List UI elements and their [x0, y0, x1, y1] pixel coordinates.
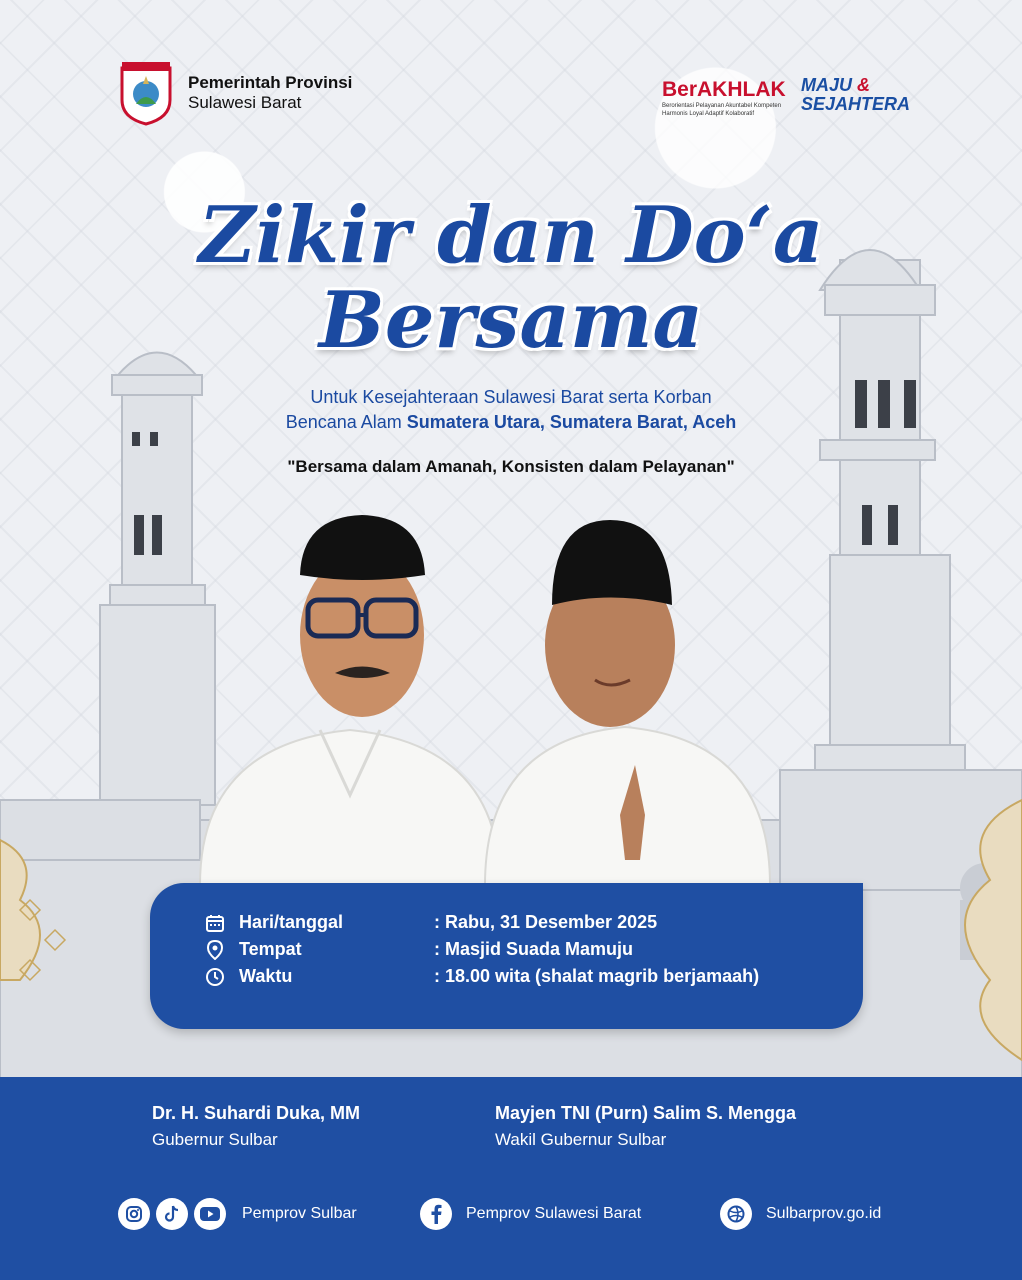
governor-name: Dr. H. Suhardi Duka, MM [152, 1103, 361, 1123]
berakhlak-title: BerAKHLAK [662, 78, 786, 101]
calendar-icon [205, 913, 225, 933]
berakhlak-subtitle-1: Berorientasi Pelayanan Akuntabel Kompeten [662, 103, 782, 109]
governor-role: Gubernur Sulbar [152, 1130, 278, 1149]
header-logo-group [118, 60, 352, 126]
maju-sejahtera-logo [801, 76, 910, 114]
website-url[interactable]: Sulbarprov.go.id [766, 1205, 882, 1222]
motto: "Bersama dalam Amanah, Konsisten dalam Pelayanan" [287, 457, 735, 476]
event-subtitle-line2 [0, 409, 1022, 435]
governor-photo [180, 505, 520, 885]
info-row-place [205, 939, 633, 960]
subtitle-regions: Sumatera Utara, Sumatera Barat, Aceh [406, 412, 737, 432]
governor-block [152, 1103, 360, 1150]
maju-text: MAJU [801, 75, 853, 95]
vice-governor-role: Wakil Gubernur Sulbar [495, 1130, 667, 1149]
vice-governor-photo [480, 515, 780, 885]
vice-governor-name: Mayjen TNI (Purn) Salim S. Mengga [495, 1103, 797, 1123]
info-row-date [205, 912, 657, 933]
berakhlak-logo [662, 78, 797, 118]
instagram-icon[interactable] [118, 1198, 150, 1230]
org-name [188, 73, 352, 113]
info-value-time: : 18.00 wita (shalat magrib berjamaah) [434, 966, 760, 986]
event-title-line1: Zikir dan Do‘a [198, 190, 824, 281]
info-label-place: Tempat [239, 939, 302, 959]
info-value-place: : Masjid Suada Mamuju [434, 939, 634, 959]
event-title-line2: Bersama [318, 275, 704, 366]
event-info-box [150, 883, 863, 1029]
info-label-date: Hari/tanggal [239, 912, 344, 932]
province-emblem-icon [118, 60, 174, 126]
info-value-date: : Rabu, 31 Desember 2025 [434, 912, 658, 932]
social-group-facebook [420, 1198, 641, 1230]
org-name-line2: Sulawesi Barat [188, 93, 302, 112]
social-handle[interactable]: Pemprov Sulbar [242, 1205, 357, 1222]
clock-icon [205, 967, 225, 987]
location-pin-icon [205, 940, 225, 960]
facebook-page-name[interactable]: Pemprov Sulawesi Barat [466, 1205, 642, 1222]
berakhlak-subtitle-2: Harmonis Loyal Adaptif Kolaboratif [662, 111, 755, 117]
maju-amp: & [857, 75, 871, 95]
subtitle-prefix: Bencana Alam [285, 412, 407, 432]
info-row-time [205, 966, 759, 987]
tiktok-icon[interactable] [156, 1198, 188, 1230]
globe-icon[interactable] [720, 1198, 752, 1230]
info-label-time: Waktu [239, 966, 293, 986]
org-name-line1: Pemerintah Provinsi [188, 73, 353, 92]
facebook-icon[interactable] [420, 1198, 452, 1230]
event-subtitle-line1: Untuk Kesejahteraan Sulawesi Barat serta Korban [310, 387, 712, 407]
youtube-icon[interactable] [194, 1198, 226, 1230]
social-group-website [720, 1198, 881, 1230]
social-group-main [118, 1198, 357, 1230]
vice-governor-block [495, 1103, 796, 1150]
sejahtera-text: SEJAHTERA [801, 94, 911, 114]
